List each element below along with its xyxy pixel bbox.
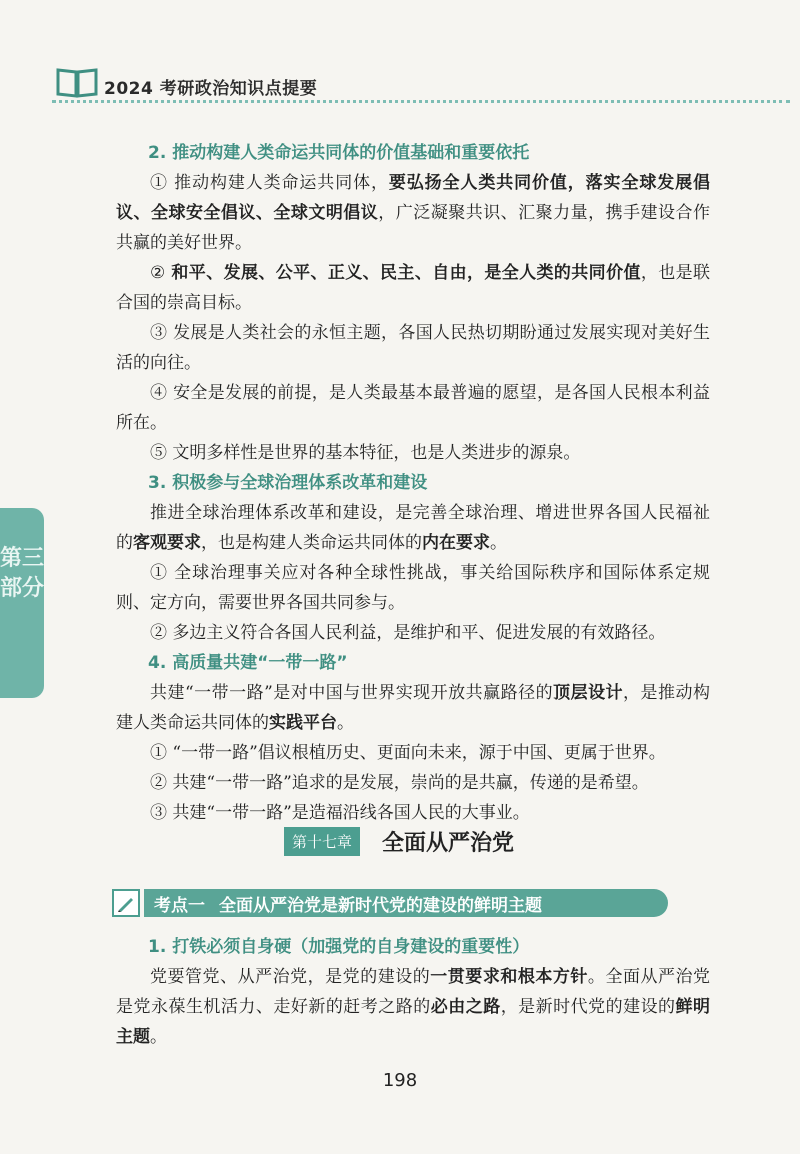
kaodian-label: 考点一 (154, 895, 205, 916)
s2-paragraph-3: ③ 发展是人类社会的永恒主题，各国人民热切期盼通过发展实现对美好生活的向往。 (116, 323, 710, 373)
pencil-icon (112, 889, 140, 917)
header-divider (52, 100, 790, 103)
kaodian-banner (112, 888, 668, 918)
s2-paragraph-1: ① 推动构建人类命运共同体，要弘扬全人类共同价值，落实全球发展倡议、全球安全倡议、全球文明倡议，广泛凝聚共识、汇聚力量，携手建设合作共赢的美好世界。 (116, 173, 711, 253)
chapter-title: 全面从严治党 (382, 831, 515, 856)
s2-paragraph-2: ② 和平、发展、公平、正义、民主、自由，是全人类的共同价值，也是联合国的崇高目标。 (116, 263, 711, 313)
kaodian-bar (144, 889, 668, 917)
section-3-heading: 3. 积极参与全球治理体系改革和建设 (148, 473, 428, 493)
page-number: 198 (382, 1070, 418, 1091)
open-book-icon (56, 66, 98, 98)
main-content (116, 138, 710, 828)
s2-paragraph-5: ⑤ 文明多样性是世界的基本特征，也是人类进步的源泉。 (150, 443, 581, 463)
section-4-heading: 4. 高质量共建“一带一路” (148, 653, 348, 673)
s4-paragraph-4: ③ 共建“一带一路”是造福沿线各国人民的大事业。 (150, 803, 530, 823)
part-side-tab (0, 508, 44, 698)
header-title: 2024 考研政治知识点提要 (104, 79, 318, 99)
s4-paragraph-1: 共建“一带一路”是对中国与世界实现开放共赢路径的顶层设计，是推动构建人类命运共同体的实践平台。 (116, 683, 710, 733)
s4-paragraph-3: ② 共建“一带一路”追求的是发展，崇尚的是共赢，传递的是希望。 (150, 773, 649, 793)
side-tab-label: 第三部分 (0, 546, 45, 601)
chapter-heading (284, 826, 514, 857)
section-2-heading: 2. 推动构建人类命运共同体的价值基础和重要依托 (148, 143, 530, 163)
chapter-badge: 第十七章 (284, 827, 360, 856)
s4-paragraph-2: ① “一带一路”倡议根植历史、更面向未来，源于中国、更属于世界。 (150, 743, 666, 763)
s3-paragraph-1: 推进全球治理体系改革和建设，是完善全球治理、增进世界各国人民福祉的客观要求，也是构建人类命运共同体的内在要求。 (116, 503, 710, 553)
kaodian-paragraph-1: 党要管党、从严治党，是党的建设的一贯要求和根本方针。全面从严治党是党永葆生机活力、走好新的赶考之路的必由之路，是新时代党的建设的鲜明主题。 (116, 967, 711, 1047)
s3-paragraph-2: ① 全球治理事关应对各种全球性挑战，事关给国际秩序和国际体系定规则、定方向，需要世界各国共同参与。 (116, 563, 710, 613)
s3-paragraph-3: ② 多边主义符合各国人民利益，是维护和平、促进发展的有效路径。 (150, 623, 666, 643)
kaodian-section-1-heading: 1. 打铁必须自身硬（加强党的自身建设的重要性） (148, 937, 530, 957)
kaodian-content (116, 932, 710, 1052)
s2-paragraph-4: ④ 安全是发展的前提，是人类最基本最普遍的愿望，是各国人民根本利益所在。 (116, 383, 710, 433)
kaodian-title: 全面从严治党是新时代党的建设的鲜明主题 (219, 895, 542, 916)
